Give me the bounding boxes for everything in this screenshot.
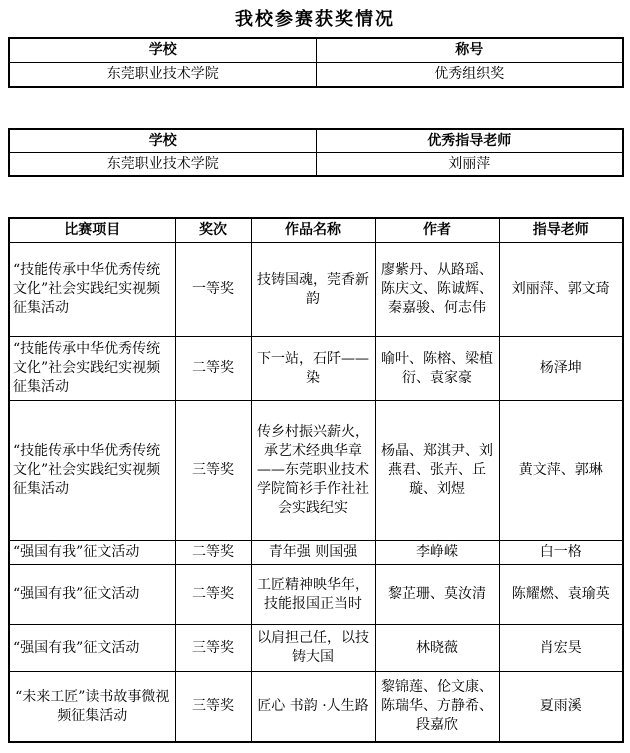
project-cell: “技能传承中华优秀传统文化”社会实践纪实视频征集活动	[9, 401, 175, 541]
advisors-cell: 肖宏昊	[499, 625, 623, 672]
table-header-row	[9, 38, 623, 63]
result-row	[9, 541, 623, 565]
teacher-column-header: 优秀指导老师	[316, 129, 623, 153]
school-cell: 东莞职业技术学院	[9, 153, 316, 177]
school-column-header: 学校	[9, 129, 316, 153]
project-cell: “技能传承中华优秀传统文化”社会实践纪实视频征集活动	[9, 243, 175, 337]
award-level-cell: 三等奖	[175, 672, 251, 743]
work-name-cell: 青年强 则国强	[251, 541, 375, 565]
project-cell: “未来工匠”读书故事微视频征集活动	[9, 672, 175, 743]
result-row	[9, 565, 623, 625]
work-name-cell: 技铸国魂，莞香新韵	[251, 243, 375, 337]
excellent-teacher-table	[8, 128, 624, 177]
authors-cell: 黎芷珊、莫汝清	[375, 565, 499, 625]
organization-award-table	[8, 37, 624, 88]
table-header-row	[9, 129, 623, 153]
work-name-cell: 传乡村振兴薪火，承艺术经典华章——东莞职业技术学院简衫手作社社会实践纪实	[251, 401, 375, 541]
result-row	[9, 337, 623, 401]
advisors-cell: 夏雨溪	[499, 672, 623, 743]
award-level-cell: 一等奖	[175, 243, 251, 337]
award-level-cell: 二等奖	[175, 541, 251, 565]
authors-cell: 廖紫丹、从路瑶、陈庆文、陈诚辉、秦嘉骏、何志伟	[375, 243, 499, 337]
work-name-cell: 下一站，石阡——染	[251, 337, 375, 401]
authors-cell: 杨晶、郑淇尹、刘燕君、张卉、丘璇、刘煜	[375, 401, 499, 541]
project-column-header: 比赛项目	[9, 218, 175, 243]
result-row	[9, 672, 623, 743]
award-level-cell: 三等奖	[175, 625, 251, 672]
award-title-column-header: 称号	[316, 38, 623, 63]
authors-column-header: 作者	[375, 218, 499, 243]
school-cell: 东莞职业技术学院	[9, 63, 316, 88]
award-level-cell: 二等奖	[175, 337, 251, 401]
award-level-cell: 三等奖	[175, 401, 251, 541]
work-name-column-header: 作品名称	[251, 218, 375, 243]
advisors-cell: 杨泽坤	[499, 337, 623, 401]
page-title: 我校参赛获奖情况	[235, 9, 395, 30]
award-title-cell: 优秀组织奖	[316, 63, 623, 88]
advisors-column-header: 指导老师	[499, 218, 623, 243]
authors-cell: 李峥嵘	[375, 541, 499, 565]
authors-cell: 林晓薇	[375, 625, 499, 672]
result-row	[9, 401, 623, 541]
advisors-cell: 黄文萍、郭琳	[499, 401, 623, 541]
authors-cell: 黎锦莲、伦文康、陈瑞华、方静希、段嘉欣	[375, 672, 499, 743]
project-cell: “技能传承中华优秀传统文化”社会实践纪实视频征集活动	[9, 337, 175, 401]
work-name-cell: 匠心 书韵 ·人生路	[251, 672, 375, 743]
project-cell: “强国有我”征文活动	[9, 541, 175, 565]
award-level-cell: 二等奖	[175, 565, 251, 625]
result-row	[9, 625, 623, 672]
advisors-cell: 刘丽萍、郭文琦	[499, 243, 623, 337]
award-level-column-header: 奖次	[175, 218, 251, 243]
advisors-cell: 陈耀燃、袁瑜英	[499, 565, 623, 625]
table-row	[9, 63, 623, 88]
work-name-cell: 工匠精神映华年，技能报国正当时	[251, 565, 375, 625]
results-table	[8, 217, 624, 743]
school-column-header: 学校	[9, 38, 316, 63]
advisors-cell: 白一格	[499, 541, 623, 565]
work-name-cell: 以肩担己任，以技铸大国	[251, 625, 375, 672]
teacher-cell: 刘丽萍	[316, 153, 623, 177]
table-row	[9, 153, 623, 177]
result-row	[9, 243, 623, 337]
table-header-row	[9, 218, 623, 243]
authors-cell: 喻叶、陈榕、梁植衍、袁家豪	[375, 337, 499, 401]
project-cell: “强国有我”征文活动	[9, 565, 175, 625]
project-cell: “强国有我”征文活动	[9, 625, 175, 672]
